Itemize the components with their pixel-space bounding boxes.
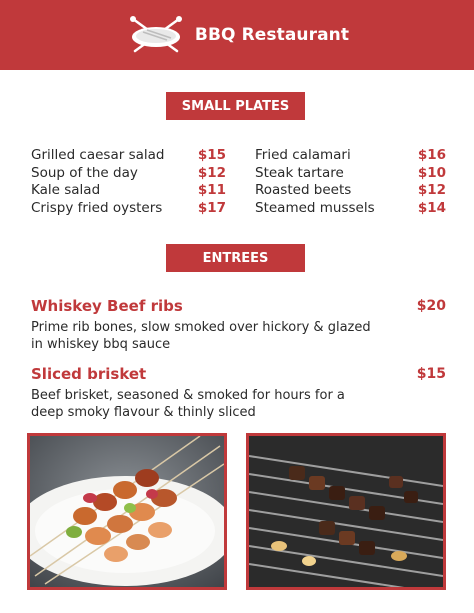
menu-item-price: $12 [417,182,446,198]
entree-price: $15 [416,366,446,382]
menu-item-price: $17 [197,199,226,216]
menu-item [31,165,226,183]
menu-item-name: Fried calamari [255,147,351,163]
menu-item-name: Steamed mussels [255,199,375,216]
entree-description: Beef brisket, seasoned & smoked for hours for a deep smoky flavour & thinly sliced [31,388,345,420]
menu-item-name: Crispy fried oysters [31,199,163,216]
menu-item [31,147,226,165]
menu-item-name: Roasted beets [255,182,352,198]
small-plates-right-column [255,147,446,217]
menu-item [255,182,446,200]
steak-grill-icon [125,15,187,55]
menu-item [31,182,226,200]
menu-item-name: Kale salad [31,182,101,198]
menu-item-price: $14 [417,199,446,216]
skewers-plate-photo [27,433,227,590]
entree-description: Prime rib bones, slow smoked over hickory & glazed in whiskey bbq sauce [31,320,371,352]
menu-item [255,165,446,183]
header-bar [0,0,474,70]
small-plates-heading: SMALL PLATES [166,92,305,120]
grill-skewers-photo [246,433,446,590]
menu-item-price: $11 [197,182,226,198]
menu-item-name: Steak tartare [255,164,344,181]
restaurant-title: BBQ Restaurant [194,25,350,45]
entree-name: Sliced brisket [31,365,147,383]
menu-item-price: $12 [197,164,226,181]
entree-name: Whiskey Beef ribs [31,297,183,315]
entree-item [31,296,446,353]
entrees-heading: ENTREES [166,244,305,272]
entree-price: $20 [416,298,446,314]
menu-item [255,147,446,165]
menu-item-price: $15 [197,147,226,163]
menu-item-price: $16 [417,147,446,163]
menu-item-name: Grilled caesar salad [31,147,165,163]
menu-item [31,200,226,218]
menu-item-name: Soup of the day [31,164,138,181]
menu-item-price: $10 [417,164,446,181]
entree-item [31,364,446,421]
menu-item [255,200,446,218]
small-plates-left-column [31,147,226,217]
